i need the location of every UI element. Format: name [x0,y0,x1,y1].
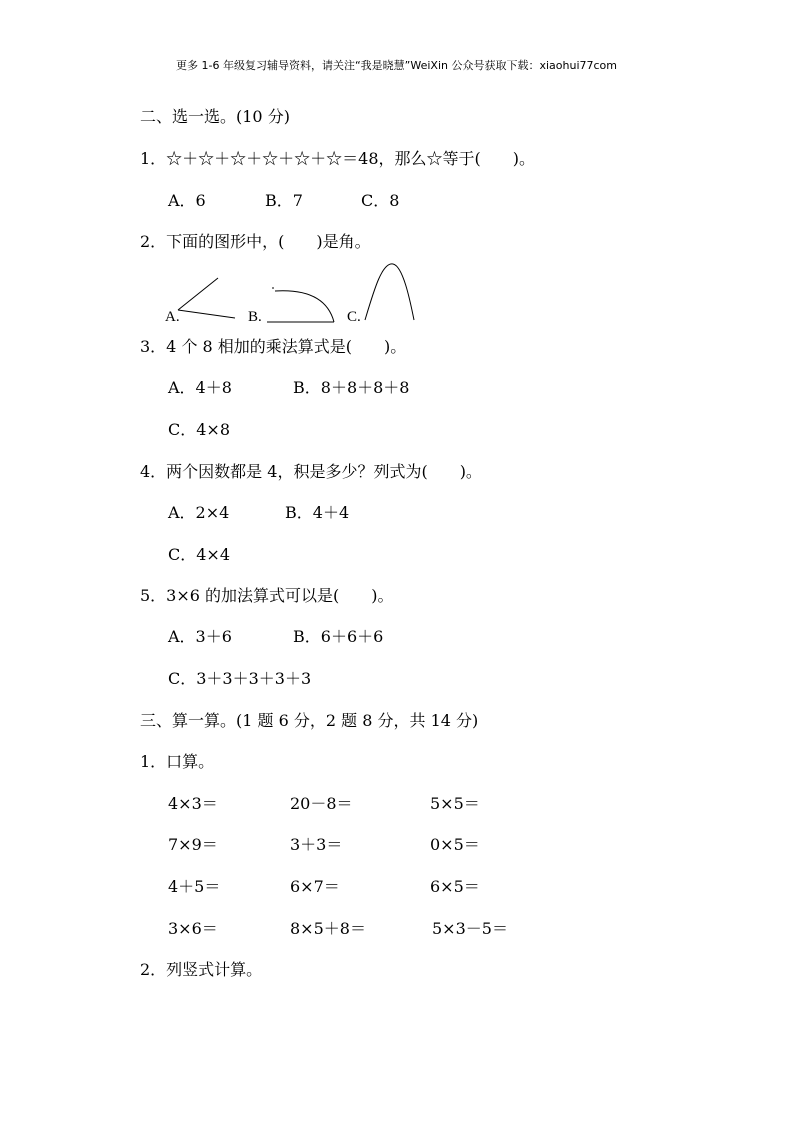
q3-option-a: A．4＋8 [168,378,232,397]
figure-c-curve [365,264,414,320]
section3-sub1: 1．口算。 [140,752,215,771]
calc-r3-c2: 6×7＝ [290,877,340,896]
question-3: 3．4 个 8 相加的乘法算式是( )。 [140,337,407,356]
q1-option-a: A．6 [168,191,206,210]
question-1: 1．☆＋☆＋☆＋☆＋☆＋☆＝48，那么☆等于( )。 [140,149,536,168]
angle-figures [160,260,420,330]
calc-r4-c2: 8×5＋8＝ [290,919,366,938]
calc-r1-c3: 5×5＝ [430,794,480,813]
q4-option-a: A．2×4 [168,503,230,522]
q1-option-b: B．7 [265,191,303,210]
calc-r3-c1: 4＋5＝ [168,877,221,896]
calc-r1-c1: 4×3＝ [168,794,218,813]
q5-option-c: C．3＋3＋3＋3＋3 [168,669,312,688]
section3-title: 三、算一算。(1 题 6 分，2 题 8 分，共 14 分) [140,711,479,730]
q1-option-c: C．8 [361,191,400,210]
question-5: 5．3×6 的加法算式可以是( )。 [140,586,394,605]
question-2: 2．下面的图形中，( )是角。 [140,232,371,251]
section3-sub2: 2．列竖式计算。 [140,960,263,979]
calc-r2-c2: 3＋3＝ [290,835,343,854]
calc-r3-c3: 6×5＝ [430,877,480,896]
q3-option-b: B．8＋8＋8＋8 [293,378,410,397]
calc-r4-c1: 3×6＝ [168,919,218,938]
calc-r2-c1: 7×9＝ [168,835,218,854]
question-4: 4．两个因数都是 4，积是多少？列式为( )。 [140,462,482,481]
calc-r4-c3: 5×3－5＝ [432,919,508,938]
figure-a-angle [178,278,235,318]
figure-label-c: C. [347,309,361,325]
figure-label-a: A. [165,309,180,325]
q3-option-c: C．4×8 [168,420,231,439]
page-header: 更多 1-6 年级复习辅导资料，请关注“我是晓慧”WeiXin 公众号获取下载：xiaohui77com [176,59,617,72]
figure-b-arc [267,288,334,322]
calc-r2-c3: 0×5＝ [430,835,480,854]
q4-option-c: C．4×4 [168,545,231,564]
figure-label-b: B. [248,309,262,325]
calc-r1-c2: 20－8＝ [290,794,353,813]
q5-option-b: B．6＋6＋6 [293,627,384,646]
q5-option-a: A．3＋6 [168,627,232,646]
section2-title: 二、选一选。(10 分) [140,107,290,126]
q4-option-b: B．4＋4 [285,503,350,522]
